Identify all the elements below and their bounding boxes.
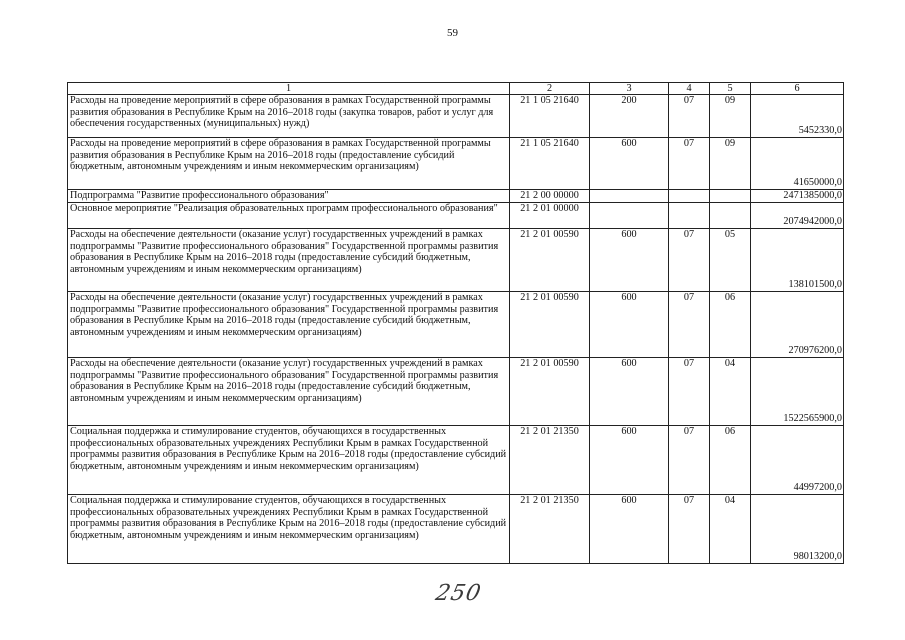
row-description: Расходы на проведение мероприятий в сфере образования в рамках Государственной программы развития образования в Республике Крым на 2016–2018 годы (предоставление субсидий бюджетным, автономным учреждениям и иным некоммерческим организациям)	[68, 138, 510, 190]
column-header: 6	[751, 83, 844, 95]
column-header: 2	[510, 83, 590, 95]
row-target-code: 21 2 01 21350	[510, 426, 590, 495]
row-expense-type: 600	[590, 229, 669, 292]
row-amount: 2471385000,0	[751, 190, 844, 203]
row-subsection: 06	[710, 292, 751, 358]
table-row	[68, 495, 844, 564]
row-subsection: 06	[710, 426, 751, 495]
row-expense-type: 600	[590, 495, 669, 564]
column-header: 1	[68, 83, 510, 95]
row-subsection: 09	[710, 138, 751, 190]
row-expense-type: 200	[590, 95, 669, 138]
row-subsection: 04	[710, 358, 751, 426]
row-description: Социальная поддержка и стимулирование студентов, обучающихся в государственных профессиональных образовательных учреждениях Республики Крым в рамках Государственной программы развития образования в Республике Крым на 2016–2018 годы (предоставление субсидий бюджетным, автономным учреждениям и иным некоммерческим организациям)	[68, 426, 510, 495]
row-target-code: 21 1 05 21640	[510, 95, 590, 138]
row-section: 07	[669, 495, 710, 564]
row-target-code: 21 2 01 00000	[510, 203, 590, 229]
row-section: 07	[669, 229, 710, 292]
row-subsection	[710, 203, 751, 229]
row-description: Подпрограмма "Развитие профессионального образования"	[68, 190, 510, 203]
row-target-code: 21 2 01 21350	[510, 495, 590, 564]
row-section: 07	[669, 358, 710, 426]
table-row	[68, 95, 844, 138]
row-expense-type: 600	[590, 138, 669, 190]
row-expense-type: 600	[590, 426, 669, 495]
table-row	[68, 292, 844, 358]
row-target-code: 21 2 01 00590	[510, 358, 590, 426]
table-row	[68, 358, 844, 426]
row-target-code: 21 2 00 00000	[510, 190, 590, 203]
row-amount: 44997200,0	[751, 426, 844, 495]
row-amount: 41650000,0	[751, 138, 844, 190]
row-target-code: 21 1 05 21640	[510, 138, 590, 190]
row-expense-type	[590, 203, 669, 229]
row-amount: 138101500,0	[751, 229, 844, 292]
row-expense-type	[590, 190, 669, 203]
column-header: 5	[710, 83, 751, 95]
row-description: Социальная поддержка и стимулирование студентов, обучающихся в государственных профессиональных образовательных учреждениях Республики Крым в рамках Государственной программы развития образования в Республике Крым на 2016–2018 годы (предоставление субсидий бюджетным, автономным учреждениям и иным некоммерческим организациям)	[68, 495, 510, 564]
row-subsection: 09	[710, 95, 751, 138]
row-amount: 270976200,0	[751, 292, 844, 358]
table-row	[68, 229, 844, 292]
page-number: 59	[447, 27, 458, 39]
table-row	[68, 190, 844, 203]
row-subsection: 05	[710, 229, 751, 292]
row-description: Основное мероприятие "Реализация образовательных программ профессионального образования"	[68, 203, 510, 229]
row-amount: 98013200,0	[751, 495, 844, 564]
row-target-code: 21 2 01 00590	[510, 292, 590, 358]
row-section	[669, 190, 710, 203]
table-row	[68, 138, 844, 190]
row-expense-type: 600	[590, 358, 669, 426]
row-amount: 2074942000,0	[751, 203, 844, 229]
table-row	[68, 203, 844, 229]
handwritten-sheet-number: 250	[433, 581, 484, 606]
row-expense-type: 600	[590, 292, 669, 358]
column-header: 3	[590, 83, 669, 95]
row-description: Расходы на обеспечение деятельности (оказание услуг) государственных учреждений в рамках подпрограммы "Развитие профессионального образования" Государственной программы развития образования в Республике Крым на 2016–2018 годы (предоставление субсидий бюджетным, автономным учреждениям и иным некоммерческим организациям)	[68, 229, 510, 292]
budget-table	[67, 82, 844, 564]
row-subsection: 04	[710, 495, 751, 564]
row-description: Расходы на обеспечение деятельности (оказание услуг) государственных учреждений в рамках подпрограммы "Развитие профессионального образования" Государственной программы развития образования в Республике Крым на 2016–2018 годы (предоставление субсидий бюджетным, автономным учреждениям и иным некоммерческим организациям)	[68, 358, 510, 426]
row-subsection	[710, 190, 751, 203]
row-section	[669, 203, 710, 229]
row-amount: 1522565900,0	[751, 358, 844, 426]
table-row	[68, 426, 844, 495]
row-target-code: 21 2 01 00590	[510, 229, 590, 292]
row-section: 07	[669, 95, 710, 138]
row-description: Расходы на проведение мероприятий в сфере образования в рамках Государственной программы развития образования в Республике Крым на 2016–2018 годы (закупка товаров, работ и услуг для обеспечения государственных (муниципальных) нужд)	[68, 95, 510, 138]
row-section: 07	[669, 426, 710, 495]
row-section: 07	[669, 292, 710, 358]
row-amount: 5452330,0	[751, 95, 844, 138]
row-section: 07	[669, 138, 710, 190]
table-header-row	[68, 83, 844, 95]
row-description: Расходы на обеспечение деятельности (оказание услуг) государственных учреждений в рамках подпрограммы "Развитие профессионального образования" Государственной программы развития образования в Республике Крым на 2016–2018 годы (предоставление субсидий бюджетным, автономным учреждениям и иным некоммерческим организациям)	[68, 292, 510, 358]
column-header: 4	[669, 83, 710, 95]
